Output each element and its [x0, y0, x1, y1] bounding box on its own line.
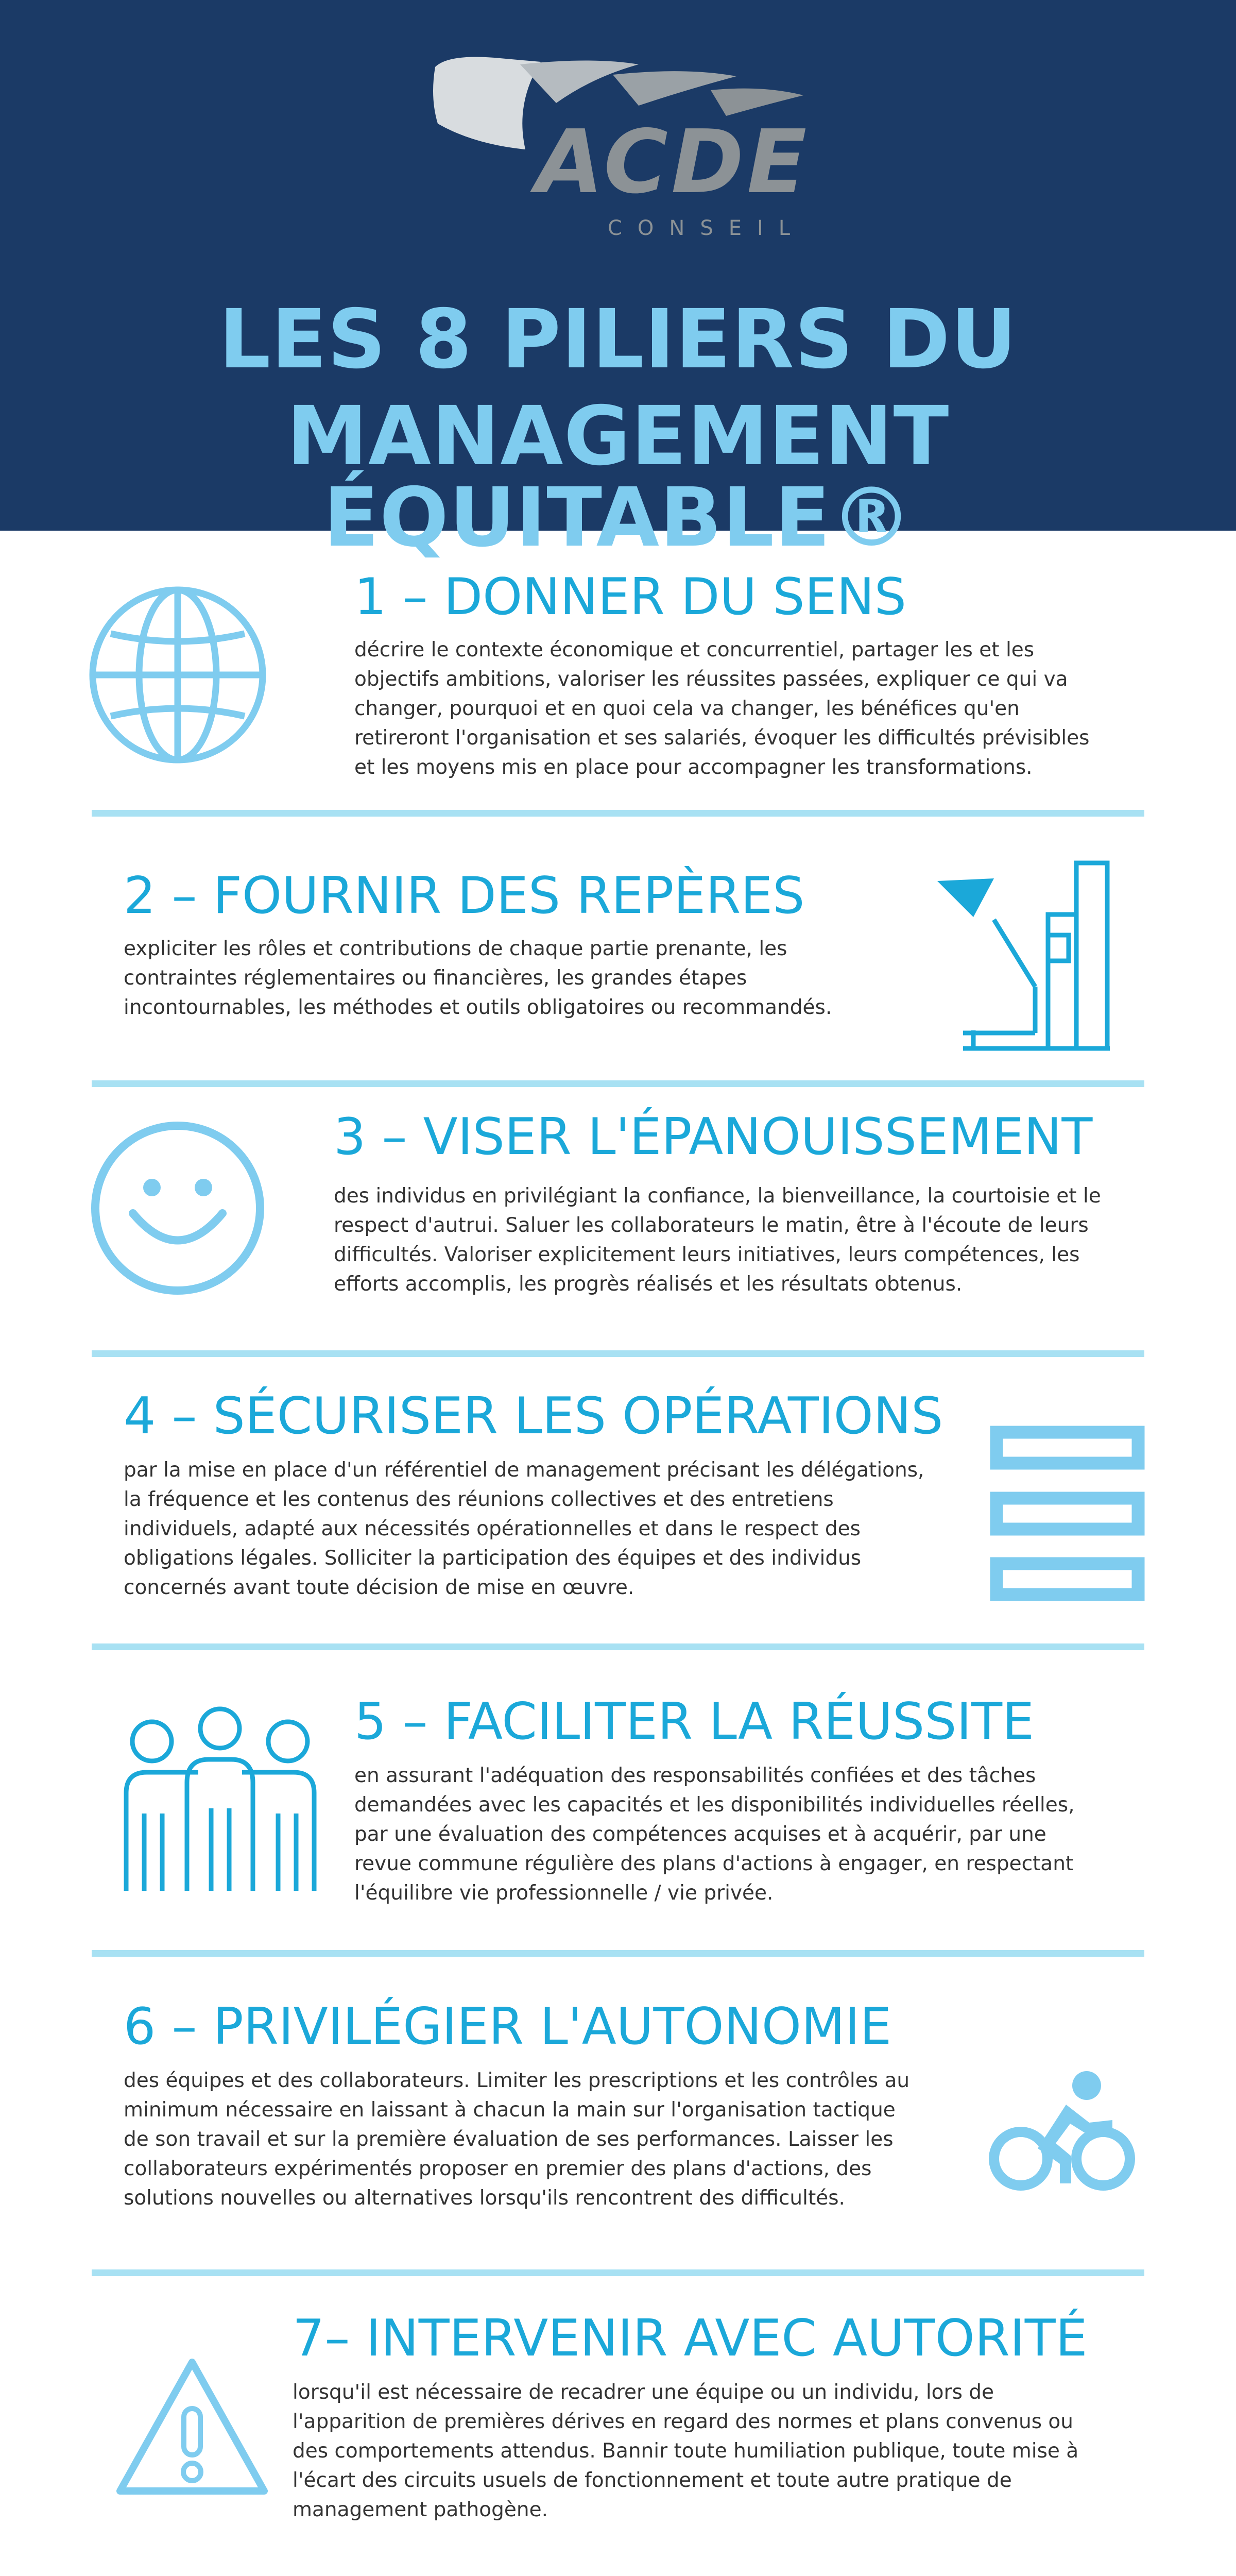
section-5-text: en assurant l'adéquation des responsabilités confiées et des tâches demandées avec les capacités et les disponibilités individuelles réelles, par une évaluation des compétences acquises et à acquérir, par une revue commune régulière des plans d'actions à engager, en respectant l'équilibre vie professionnelle / vie privée. — [354, 1764, 1075, 1905]
smiley-icon — [88, 1118, 268, 1298]
section-divider — [92, 1950, 1144, 1957]
section-4-text: par la mise en place d'un référentiel de management précisant les délégations, la fréquence et les contenus des réunions collectives et des entretiens individuels, adapté aux nécessités opérationnelles et dans le respect des obligations légales. Solliciter la participation des équipes et des individus concernés avant toute décision de mise en œuvre. — [124, 1459, 924, 1599]
section-6-title: 6 – PRIVILÉGIER L'AUTONOMIE — [124, 1997, 892, 2056]
section-7-text: lorsqu'il est nécessaire de recadrer une équipe ou un individu, lors de l'apparition de premières dérives en regard des normes et plans convenus ou des comportements attendus. Bannir toute humiliation publique, toute mise à l'écart des circuits usuels de fonctionnement et toute autre pratique de management pathogène. — [293, 2381, 1079, 2521]
section-1-text: décrire le contexte économique et concurrentiel, partager les et les objectifs ambitions, valoriser les réussites passées, expliquer ce qui va changer, pourquoi et en quoi cela va changer, les bénéfices qu'en retireront l'organisation et ses salariés, évoquer les difficultés prévisibles et les moyens mis en place pour accompagner les transformations. — [354, 638, 1090, 779]
section-divider — [92, 1080, 1144, 1087]
logo-wordmark: ACDE — [536, 111, 810, 213]
section-divider — [92, 1643, 1144, 1650]
section-1-title: 1 – DONNER DU SENS — [354, 568, 907, 626]
section-3-text: des individus en privilégiant la confiance, la bienveillance, la courtoisie et le respect d'autrui. Saluer les collaborateurs le matin, être à l'écoute de leurs difficultés. Valoriser explicitement leurs initiatives, leurs compétences, les efforts accomplis, les progrès réalisés et les résultats obtenus. — [334, 1184, 1101, 1296]
section-4-title: 4 – SÉCURISER LES OPÉRATIONS — [124, 1387, 943, 1446]
section-divider — [92, 2269, 1144, 2276]
section-divider — [92, 810, 1144, 817]
section-3-title: 3 – VISER L'ÉPANOUISSEMENT — [334, 1108, 1093, 1166]
section-2-title: 2 – FOURNIR DES REPÈRES — [124, 867, 805, 925]
header — [0, 0, 1236, 565]
section-5-title: 5 – FACILITER LA RÉUSSITE — [354, 1692, 1035, 1751]
stacked-bars-icon — [989, 1425, 1148, 1607]
page-title-line-2: MANAGEMENT ÉQUITABLE® — [286, 389, 950, 565]
acde-logo — [0, 0, 1236, 258]
section-7-title: 7– INTERVENIR AVEC AUTORITÉ — [293, 2309, 1088, 2368]
logo-subtitle: CONSEIL — [608, 216, 806, 240]
people-group-icon — [121, 1705, 319, 1896]
warning-icon — [112, 2354, 272, 2499]
desk-lamp-books-icon — [932, 858, 1118, 1059]
section-divider — [92, 1350, 1144, 1357]
page-title-line-1: LES 8 PILIERS DU — [218, 292, 1018, 387]
section-6-text: des équipes et des collaborateurs. Limiter les prescriptions et les contrôles au minimum nécessaire en laissant à chacun la main sur l'organisation tactique de son travail et sur la première évaluation de ses performances. Laisser les collaborateurs expérimentés proposer en premier des plans d'actions, des solutions nouvelles ou alternatives lorsqu'ils rencontrent des difficultés. — [124, 2069, 910, 2210]
globe-icon — [88, 585, 268, 765]
section-2-text: expliciter les rôles et contributions de chaque partie prenante, les contraintes réglementaires ou financières, les grandes étapes incontournables, les méthodes et outils obligatoires ou recommandés. — [124, 937, 832, 1019]
cyclist-icon — [989, 2066, 1138, 2195]
